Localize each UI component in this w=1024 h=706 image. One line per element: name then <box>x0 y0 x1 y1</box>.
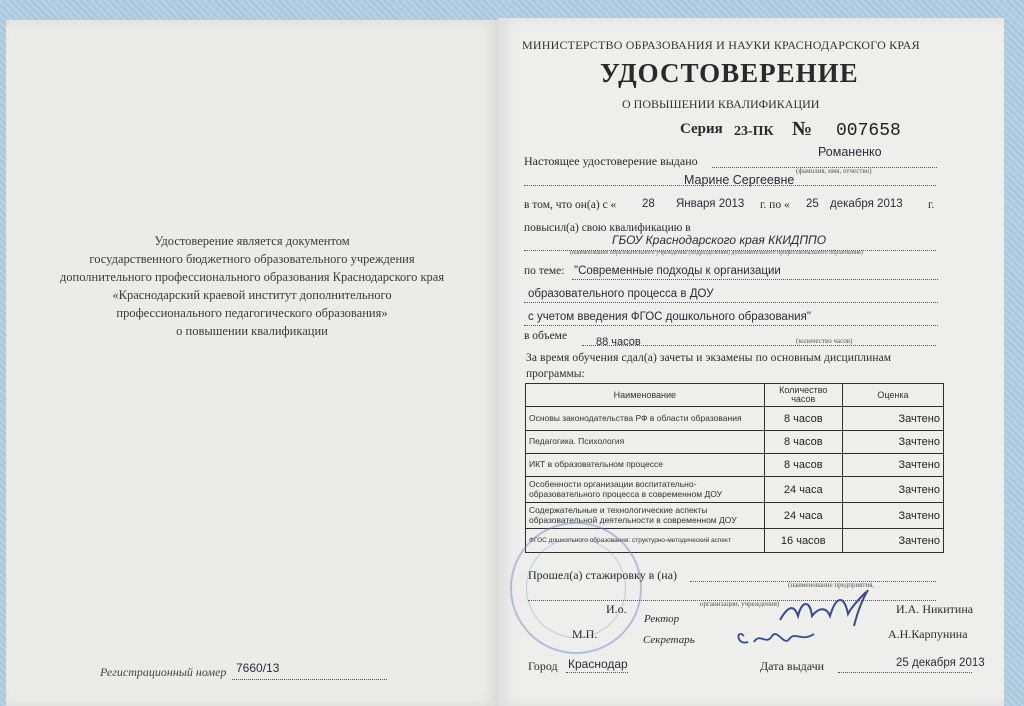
row-hours: 24 часа <box>764 477 842 503</box>
rector-label: Ректор <box>644 613 680 625</box>
city-value: Краснодар <box>568 657 628 671</box>
start-day: 28 <box>642 198 655 210</box>
left-text-line-3: дополнительного профессионального образования Краснодарского края <box>59 270 445 284</box>
city-label: Город <box>528 659 558 673</box>
row-grade: Зачтено <box>842 431 943 454</box>
row-hours: 16 часов <box>764 529 842 553</box>
internship-caption: (наименование предприятия, <box>788 581 875 589</box>
reg-number: 7660/13 <box>236 661 280 675</box>
certificate-subtitle: О ПОВЫШЕНИИ КВАЛИФИКАЦИИ <box>622 97 820 111</box>
row-grade: Зачтено <box>842 477 943 503</box>
topic-line-2 <box>524 302 938 303</box>
series-value: 23-ПК <box>734 124 774 139</box>
mp-label: М.П. <box>572 627 598 641</box>
fio-caption: (фамилия, имя, отчество) <box>796 167 872 175</box>
table-row <box>526 407 944 431</box>
topic-text-3: с учетом введения ФГОС дошкольного образования" <box>528 311 811 323</box>
rector-name: И.А. Никитина <box>896 602 974 616</box>
row-hours: 8 часов <box>764 431 842 454</box>
table-row <box>526 454 944 477</box>
period-label: в том, что он(а) с « <box>524 199 617 211</box>
topic-text-2: образовательного процесса в ДОУ <box>528 288 714 300</box>
certificate-number: 007658 <box>836 121 901 141</box>
volume-caption: (количество часов) <box>796 337 853 345</box>
row-subject: Особенности организации воспитательно-образовательного процесса в современном ДОУ <box>526 477 765 503</box>
org-caption: организации, учреждения) <box>700 600 780 608</box>
row-hours: 8 часов <box>764 454 842 477</box>
row-grade: Зачтено <box>842 529 943 553</box>
volume-hours: 88 часов <box>596 336 641 348</box>
ministry-header: МИНИСТЕРСТВО ОБРАЗОВАНИЯ И НАУКИ КРАСНОДАРСКОГО КРАЯ <box>522 38 920 52</box>
issue-date: 25 декабря 2013 <box>896 657 985 669</box>
certificate-title: УДОСТОВЕРЕНИЕ <box>600 58 859 88</box>
end-month-year: декабря 2013 <box>830 198 903 210</box>
row-subject: Педагогика. Психология <box>526 431 765 454</box>
topic-label: по теме: <box>524 265 565 277</box>
issued-to-label: Настоящее удостоверение выдано <box>524 154 698 168</box>
row-grade: Зачтено <box>842 454 943 477</box>
internship-label: Прошел(а) стажировку в (на) <box>528 568 678 582</box>
header-hours: Количество часов <box>764 384 842 407</box>
topic-line-1 <box>572 279 938 280</box>
period-to-label: г. по « <box>760 199 790 211</box>
start-month-year: Января 2013 <box>676 198 745 210</box>
secretary-label: Секретарь <box>643 634 695 646</box>
topic-line-3 <box>524 325 938 326</box>
raised-label: повысил(а) свою квалификацию в <box>524 222 691 234</box>
end-day: 25 <box>806 198 819 210</box>
institution-caption: (наименование образовательного учреждения (подразделения) дополнительного профессионального образования) <box>570 250 863 256</box>
header-grade: Оценка <box>842 384 943 407</box>
volume-label: в объеме <box>524 330 568 342</box>
row-subject: ФГОС дошкольного образования: структурно-методический аспект <box>526 529 765 553</box>
row-subject: ИКТ в образовательном процессе <box>526 454 765 477</box>
date-label: Дата выдачи <box>760 659 825 673</box>
recipient-surname: Романенко <box>818 145 882 159</box>
number-sign: № <box>792 118 813 140</box>
city-line <box>566 672 628 673</box>
table-row <box>526 431 944 454</box>
recipient-given-names: Марине Сергеевне <box>684 173 795 187</box>
io-label: И.о. <box>606 602 627 616</box>
row-subject: Содержательные и технологические аспекты образовательной деятельности в современном ДОУ <box>526 503 765 529</box>
topic-text-1: "Современные подходы к организации <box>574 265 781 277</box>
row-subject: Основы законодательства РФ в области образования <box>526 407 765 431</box>
row-hours: 24 часа <box>764 503 842 529</box>
institution-name: ГБОУ Краснодарского края ККИДППО <box>612 233 827 247</box>
left-text-line-6: о повышении квалификации <box>176 324 328 338</box>
year-suffix: г. <box>928 199 935 211</box>
grades-table-header <box>526 384 944 407</box>
row-hours: 8 часов <box>764 407 842 431</box>
left-text-line-5: профессионального педагогического образования» <box>116 306 388 320</box>
table-row <box>526 477 944 503</box>
header-name: Наименование <box>526 384 765 407</box>
left-text-line-2: государственного бюджетного образовательного учреждения <box>89 252 415 266</box>
left-text-line-1: Удостоверение является документом <box>154 234 350 248</box>
secretary-signature <box>730 618 820 652</box>
left-page <box>6 20 498 706</box>
reg-number-label: Регистрационный номер <box>100 665 227 679</box>
date-line <box>838 672 972 673</box>
secretary-name: А.Н.Карпунина <box>888 627 968 641</box>
exams-text-line-1: За время обучения сдал(а) зачеты и экзамены по основным дисциплинам <box>526 352 892 364</box>
left-text-line-4: «Краснодарский краевой институт дополнительного <box>112 288 392 302</box>
row-grade: Зачтено <box>842 503 943 529</box>
reg-number-line <box>232 679 387 680</box>
series-label: Серия <box>680 121 723 137</box>
exams-text-line-2: программы: <box>526 368 585 380</box>
row-grade: Зачтено <box>842 407 943 431</box>
